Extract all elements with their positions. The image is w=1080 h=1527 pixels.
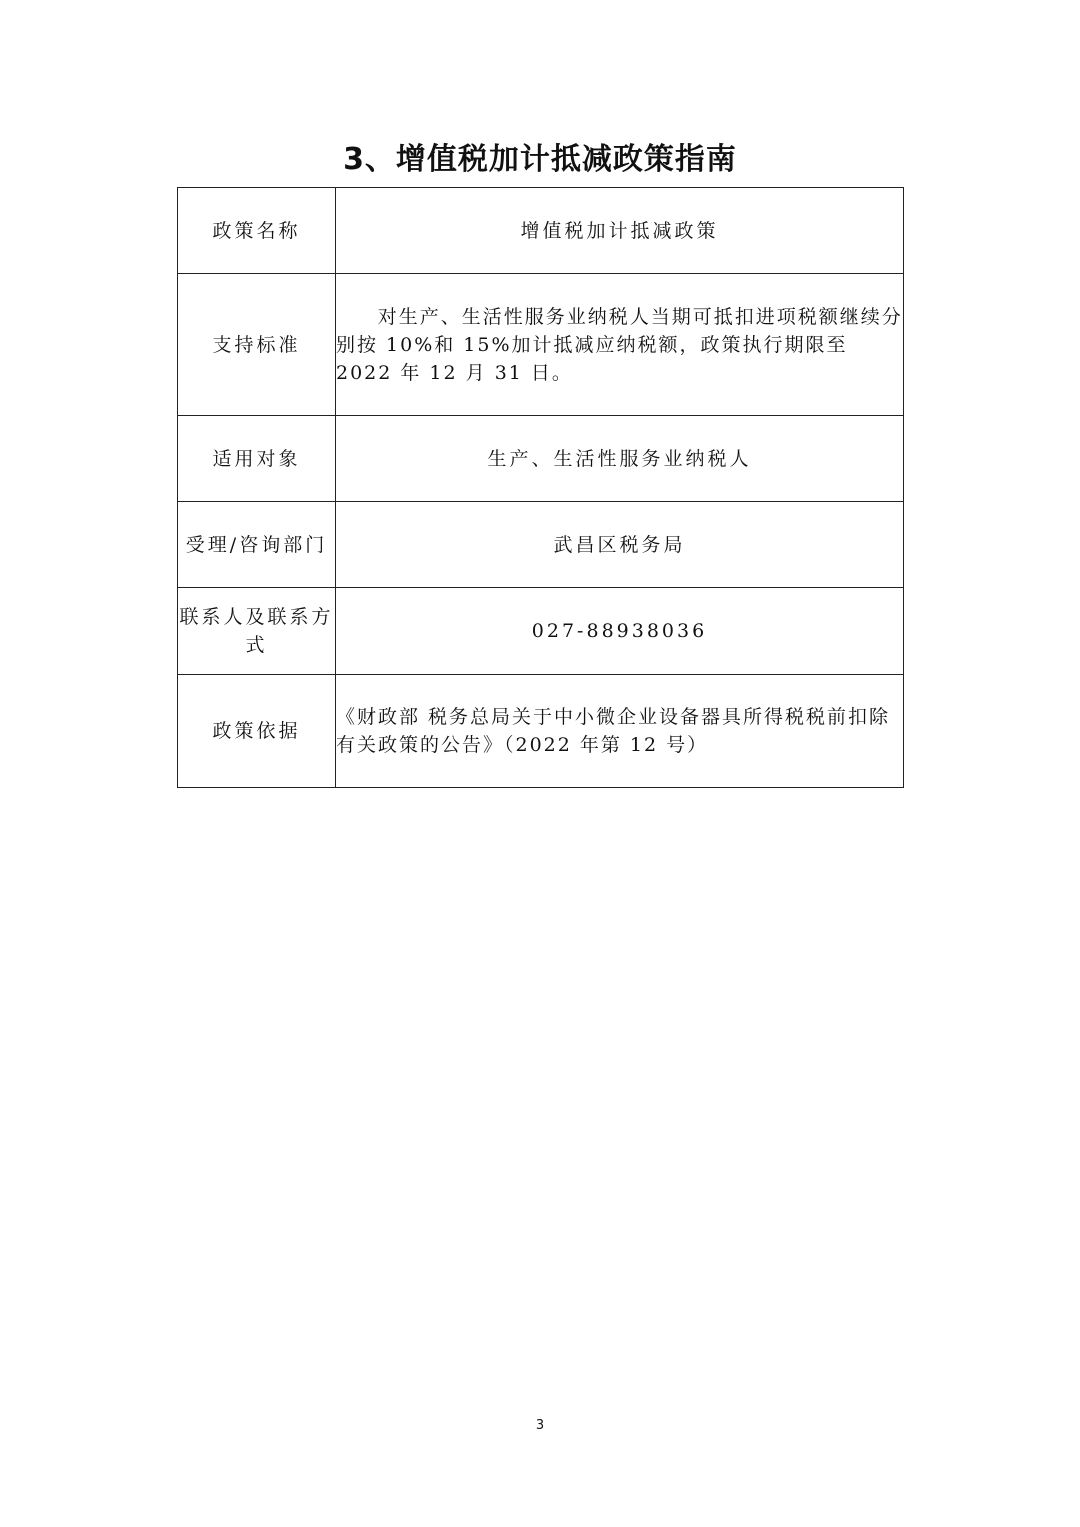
row-value: 武昌区税务局 xyxy=(336,502,904,588)
table-row-policy-name xyxy=(178,188,904,274)
page-title: 3、增值税加计抵减政策指南 xyxy=(343,142,737,177)
row-label: 政策依据 xyxy=(178,675,336,788)
row-label: 受理/咨询部门 xyxy=(178,502,336,588)
row-value: 027-88938036 xyxy=(336,588,904,675)
table-row-applicable-target xyxy=(178,416,904,502)
table-row-department xyxy=(178,502,904,588)
row-value-cell xyxy=(336,274,904,416)
row-label: 政策名称 xyxy=(178,188,336,274)
policy-guide-table xyxy=(177,187,904,788)
row-label: 支持标准 xyxy=(178,274,336,416)
row-label: 适用对象 xyxy=(178,416,336,502)
table-row-support-standard xyxy=(178,274,904,416)
row-value: 对生产、生活性服务业纳税人当期可抵扣进项税额继续分别按 10%和 15%加计抵减应纳税额，政策执行期限至 2022 年 12 月 31 日。 xyxy=(336,305,903,384)
row-value: 增值税加计抵减政策 xyxy=(336,188,904,274)
row-value: 《财政部 税务总局关于中小微企业设备器具所得税税前扣除有关政策的公告》（2022 年第 12 号） xyxy=(336,675,904,788)
row-value: 生产、生活性服务业纳税人 xyxy=(336,416,904,502)
table-row-contact xyxy=(178,588,904,675)
table-row-policy-basis xyxy=(178,675,904,788)
page-number: 3 xyxy=(535,1418,545,1433)
row-label: 联系人及联系方式 xyxy=(178,588,336,675)
